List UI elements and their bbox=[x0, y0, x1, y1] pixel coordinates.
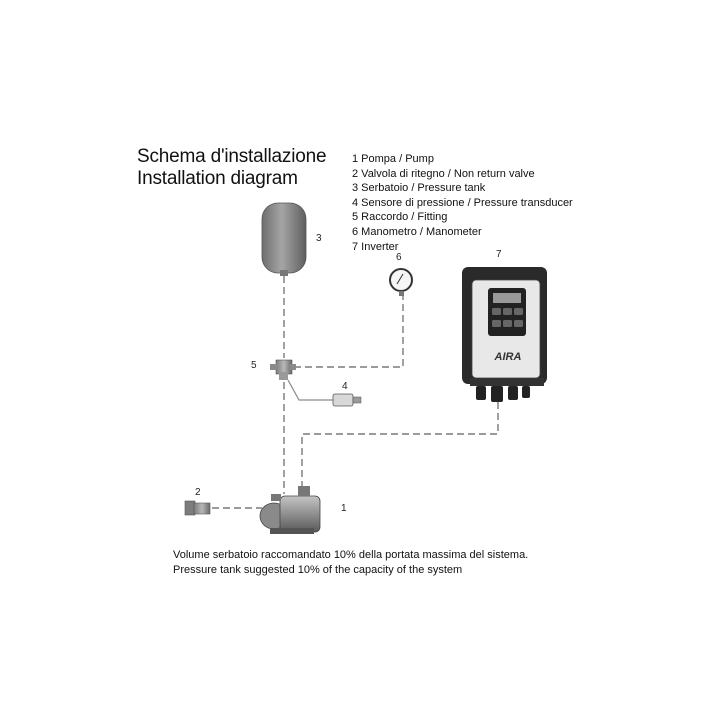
legend-item-manometer: 6 Manometro / Manometer bbox=[352, 225, 482, 238]
inverter-to-pump-cable bbox=[302, 402, 498, 494]
inverter-cable-gland-2 bbox=[491, 386, 503, 402]
pump bbox=[260, 486, 320, 534]
legend-item-transducer: 4 Sensore di pressione / Pressure transducer bbox=[352, 196, 573, 209]
inverter-cable-gland-1 bbox=[476, 386, 486, 400]
pipe-and-cable-lines bbox=[212, 276, 498, 508]
diagram-title-italian: Schema d'installazione bbox=[137, 146, 327, 167]
legend-item-pump: 1 Pompa / Pump bbox=[352, 153, 434, 165]
inverter-display bbox=[493, 293, 521, 303]
inverter-cable-gland-4 bbox=[522, 386, 530, 398]
check-valve bbox=[185, 501, 210, 515]
callout-manometer: 6 bbox=[396, 252, 402, 263]
callout-transducer: 4 bbox=[342, 381, 348, 392]
fitting-to-manometer-line bbox=[294, 292, 403, 367]
inverter bbox=[462, 267, 547, 402]
legend-item-tank: 3 Serbatoio / Pressure tank bbox=[352, 182, 486, 195]
diagram-title-english: Installation diagram bbox=[137, 168, 298, 189]
fitting bbox=[270, 360, 296, 380]
pressure-transducer bbox=[333, 394, 361, 406]
callout-fitting: 5 bbox=[251, 360, 257, 371]
callout-pump: 1 bbox=[341, 503, 347, 514]
tank-sizing-note-english: Pressure tank suggested 10% of the capacity of the system bbox=[173, 564, 463, 576]
transducer-cable bbox=[288, 380, 333, 400]
legend-item-inverter: 7 Inverter bbox=[352, 240, 399, 253]
legend-item-check-valve: 2 Valvola di ritegno / Non return valve bbox=[352, 167, 535, 180]
inverter-logo: AIRA bbox=[494, 351, 522, 363]
tank-sizing-note-italian: Volume serbatoio raccomandato 10% della portata massima del sistema. bbox=[173, 549, 529, 561]
callout-tank: 3 bbox=[316, 233, 322, 244]
pressure-tank bbox=[262, 203, 306, 276]
callout-inverter: 7 bbox=[496, 249, 502, 260]
legend-item-fitting: 5 Raccordo / Fitting bbox=[352, 211, 448, 224]
inverter-cable-gland-3 bbox=[508, 386, 518, 400]
callout-check-valve: 2 bbox=[195, 487, 201, 498]
inverter-key bbox=[492, 308, 501, 315]
manometer bbox=[390, 269, 412, 296]
